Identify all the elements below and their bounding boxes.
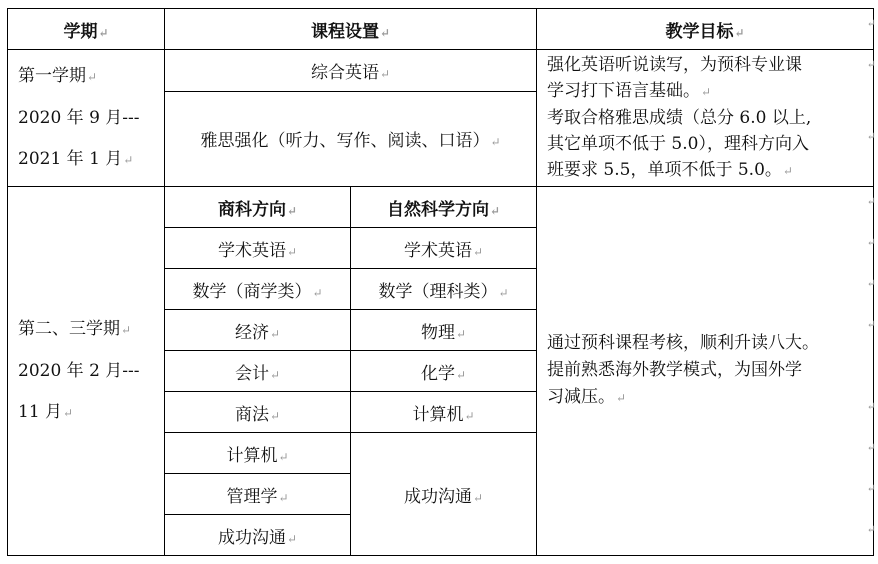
business-course: 数学（商学类）↵: [165, 269, 351, 310]
science-course: 数学（理科类）↵: [351, 269, 537, 310]
header-semester: 学期↵: [8, 9, 165, 50]
row-end-mark: ↵: [866, 523, 876, 536]
row-end-mark: ↵: [866, 441, 876, 454]
term1-date-end: 2021 年 1 月↵: [18, 148, 134, 169]
business-course: 成功沟通↵: [165, 515, 351, 556]
business-course: 商法↵: [165, 392, 351, 433]
business-course: 计算机↵: [165, 433, 351, 474]
business-course: 管理学↵: [165, 474, 351, 515]
science-course: 成功沟通↵: [351, 433, 537, 556]
row-end-mark: ↵: [866, 58, 876, 71]
science-course: 物理↵: [351, 310, 537, 351]
term1-course-ielts: 雅思强化（听力、写作、阅读、口语）↵: [165, 91, 537, 186]
row-end-mark: ↵: [866, 318, 876, 331]
term1-goals: 强化英语听说读写，为预科专业课 学习打下语言基础。↵ 考取合格雅思成绩（总分 6.0 以上, 其它单项不低于 5.0），理科方向入 班要求 5.5，单项不低于 5.0。↵: [537, 50, 874, 187]
term2-cell: [8, 187, 165, 556]
term1-name: 第一学期↵: [18, 65, 98, 86]
term2-date-start: 2020 年 2 月---: [18, 360, 140, 381]
science-course: 学术英语↵: [351, 228, 537, 269]
business-course: 经济↵: [165, 310, 351, 351]
curriculum-table: [7, 8, 874, 556]
business-course: 学术英语↵: [165, 228, 351, 269]
header-goals: 教学目标↵: [537, 9, 874, 50]
row-end-mark: ↵: [866, 130, 876, 143]
term2-date-end: 11 月↵: [18, 401, 74, 422]
business-course: 会计↵: [165, 351, 351, 392]
row-end-mark: ↵: [866, 17, 876, 30]
term1-course-general-english: 综合英语↵: [165, 50, 537, 92]
business-track-header: 商科方向↵: [165, 187, 351, 228]
row-end-mark: ↵: [866, 482, 876, 495]
term2-goals: 通过预科课程考核，顺利升读八大。 提前熟悉海外教学模式，为国外学 习减压。↵: [537, 187, 874, 556]
term1-date-start: 2020 年 9 月---: [18, 107, 140, 128]
term1-cell: [8, 50, 165, 187]
row-end-mark: ↵: [866, 400, 876, 413]
row-end-mark: ↵: [866, 236, 876, 249]
science-course: 计算机↵: [351, 392, 537, 433]
term2-name: 第二、三学期↵: [18, 318, 132, 339]
header-courses: 课程设置↵: [165, 9, 537, 50]
row-end-mark: ↵: [866, 195, 876, 208]
science-track-header: 自然科学方向↵: [351, 187, 537, 228]
science-course: 化学↵: [351, 351, 537, 392]
row-end-mark: ↵: [866, 277, 876, 290]
